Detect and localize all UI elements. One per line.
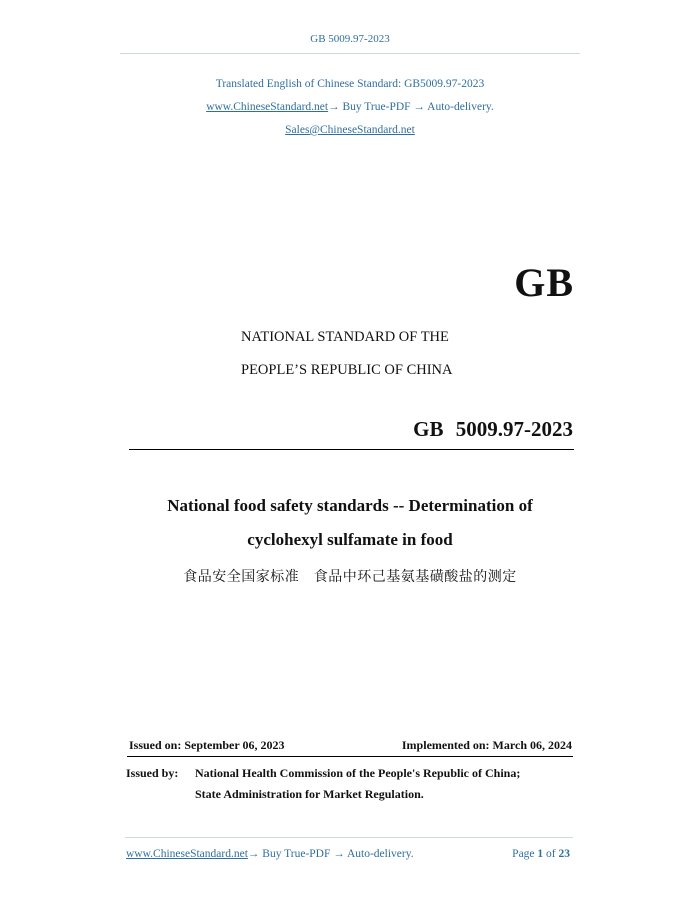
email-row bbox=[0, 124, 700, 136]
buy-text: Buy True-PDF bbox=[339, 101, 414, 113]
implemented-on-date: Implemented on: March 06, 2024 bbox=[401, 738, 572, 752]
page-word: Page bbox=[512, 848, 538, 860]
footer-site-link[interactable]: www.ChineseStandard.net bbox=[126, 848, 248, 860]
issuer-line2: State Administration for Market Regulation. bbox=[195, 787, 424, 801]
header-standard-number: GB 5009.97-2023 bbox=[310, 33, 390, 45]
dates-divider bbox=[127, 756, 573, 757]
national-standard-line1: NATIONAL STANDARD OF THE bbox=[241, 329, 449, 345]
footer-buy-text: Buy True-PDF bbox=[259, 848, 334, 860]
gb-logo: GB bbox=[514, 260, 574, 305]
arrow-icon: → bbox=[413, 101, 425, 113]
title-chinese: 食品安全国家标准 食品中环己基氨基磺酸盐的测定 bbox=[183, 569, 517, 585]
main-divider bbox=[129, 449, 574, 450]
arrow-icon: → bbox=[247, 848, 260, 860]
email-link[interactable]: Sales@ChineseStandard.net bbox=[285, 124, 415, 136]
national-standard-line2: PEOPLE’S REPUBLIC OF CHINA bbox=[241, 362, 453, 378]
standard-code: GB 5009.97-2023 bbox=[413, 417, 573, 441]
footer-delivery-text: Auto-delivery. bbox=[344, 848, 414, 860]
arrow-icon: → bbox=[328, 101, 340, 113]
issuer-line1: National Health Commission of the People's Republic of China; bbox=[195, 766, 521, 780]
translation-note: Translated English of Chinese Standard: GB5009.97-2023 bbox=[215, 78, 485, 90]
page-current: 1 bbox=[537, 848, 544, 860]
delivery-text: Auto-delivery. bbox=[424, 101, 494, 113]
header-links bbox=[0, 101, 700, 113]
arrow-icon: → bbox=[333, 848, 345, 860]
footer-links bbox=[126, 848, 414, 860]
site-link[interactable]: www.ChineseStandard.net bbox=[206, 101, 329, 113]
page-total: 23 bbox=[558, 848, 570, 860]
header-divider bbox=[120, 53, 580, 54]
issued-on-date: Issued on: September 06, 2023 bbox=[129, 738, 285, 752]
issued-by-label: Issued by: bbox=[126, 766, 179, 780]
page-of: of bbox=[543, 848, 559, 860]
footer-divider bbox=[125, 837, 573, 838]
page-indicator bbox=[512, 848, 570, 860]
title-line1: National food safety standards -- Determination of bbox=[167, 496, 533, 515]
title-line2: cyclohexyl sulfamate in food bbox=[247, 530, 453, 549]
